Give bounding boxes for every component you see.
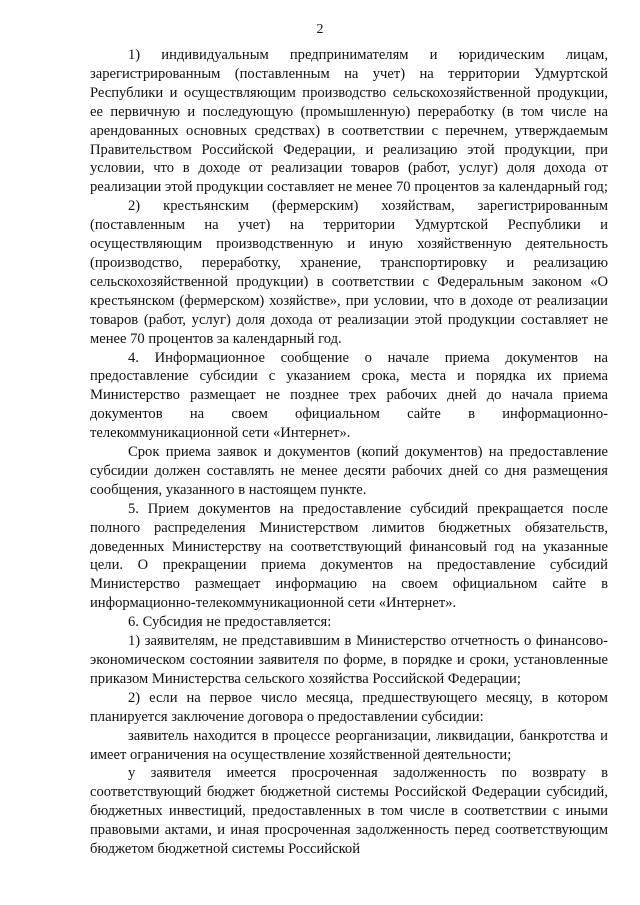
paragraph-6-item-2-conditions: 2) если на первое число месяца, предшествующего месяцу, в котором планируется заключение договора о предоставлении субсидии: xyxy=(90,689,608,725)
paragraph-section-5-termination: 5. Прием документов на предоставление субсидий прекращается после полного распределения Министерством лимитов бюджетных обязательств, доведенных Министерству на соответствующий финансовый год на указанные цели. О прекращении приема документов на предоставление субсидий Министерство размещает информацию на своем официальном сайте в информационно-телекоммуникационной сети «Интернет». xyxy=(90,500,608,612)
paragraph-overdue-debt-condition: у заявителя имеется просроченная задолженность по возврату в соответствующий бюджет бюджетной системы Российской Федерации субсидий, бюджетных инвестиций, предоставленных в том числе в соответствии с иными правовыми актами, и иная просроченная задолженность перед соответствующим бюджетом бюджетной системы Российской xyxy=(90,765,608,858)
paragraph-item-1-individual-entrepreneurs: 1) индивидуальным предпринимателям и юридическим лицам, зарегистрированным (поставленным на учет) на территории Удмуртской Республики и осуществляющим производство сельскохозяйственной продукции, ее первичную и последующую (промышленную) переработку (в том числе на арендованных основных средствах) в соответствии с перечнем, утверждаемым Правительством Российской Федерации, и реализацию этой продукции, при условии, что в доходе от реализации товаров (работ, услуг) доля дохода от реализации этой продукции составляет не менее 70 процентов за календарный год; xyxy=(90,47,608,196)
paragraph-6-item-1-reporting: 1) заявителям, не представившим в Министерство отчетность о финансово-экономическом состоянии заявителя по форме, в порядке и сроки, установленные приказом Министерства сельского хозяйства Российской Федерации; xyxy=(90,633,608,687)
paragraph-item-2-peasant-farms: 2) крестьянским (фермерским) хозяйствам, зарегистрированным (поставленным на учет) на территории Удмуртской Республики и осуществляющим производственную и иную хозяйственную деятельность (производство, переработку, хранение, транспортировку и реализацию сельскохозяйственной продукции) в соответствии с Федеральным законом «О крестьянском (фермерском) хозяйстве», при условии, что в доходе от реализации товаров (работ, услуг) доля дохода от реализации этой продукции составляет не менее 70 процентов за календарный год. xyxy=(90,198,608,347)
paragraph-application-period: Срок приема заявок и документов (копий документов) на предоставление субсидии должен составлять не менее десяти рабочих дней со дня размещения сообщения, указанного в настоящем пункте. xyxy=(90,444,608,498)
page-number: 2 xyxy=(316,22,324,37)
document-body xyxy=(90,46,608,859)
paragraph-reorganization-condition: заявитель находится в процессе реорганизации, ликвидации, банкротства и имеет ограничения на осуществление хозяйственной деятельности; xyxy=(90,727,608,763)
paragraph-section-4-information-notice: 4. Информационное сообщение о начале приема документов на предоставление субсидии с указанием срока, места и порядка их приема Министерство размещает не позднее трех рабочих дней до начала приема документов на своем официальном сайте в информационно-телекоммуникационной сети «Интернет». xyxy=(90,349,608,442)
paragraph-section-6-heading: 6. Субсидия не предоставляется: xyxy=(128,614,332,631)
